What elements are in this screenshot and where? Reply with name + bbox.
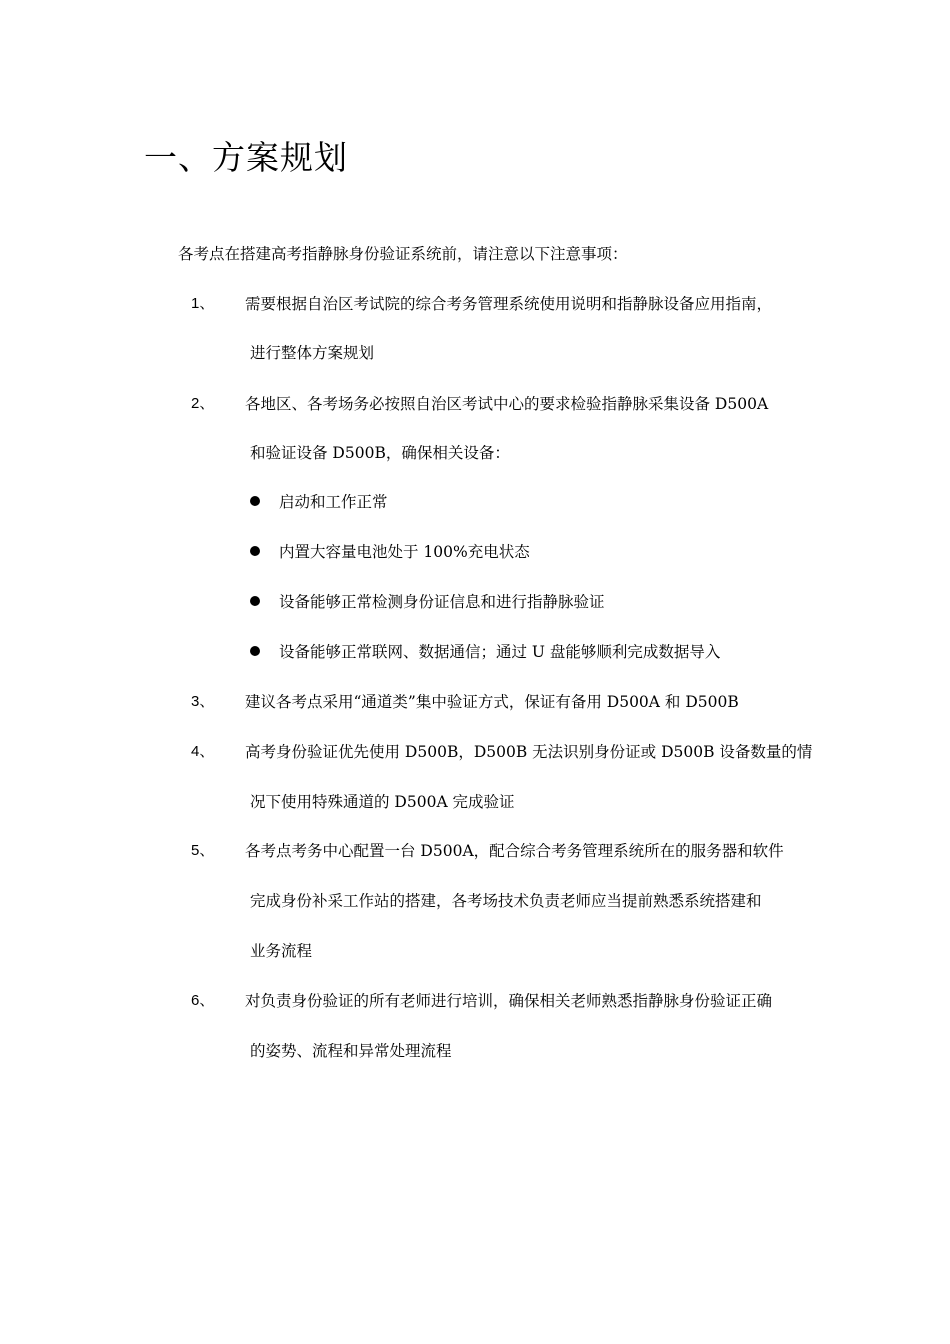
intro-paragraph: 各考点在搭建高考指静脉身份验证系统前，请注意以下注意事项： <box>178 245 628 263</box>
bullet-dot-icon <box>250 546 260 556</box>
bullet-item-2: 内置大容量电池处于 100%充电状态 <box>279 543 530 561</box>
item-3-line-1: 建议各考点采用“通道类”集中验证方式，保证有备用 D500A 和 D500B <box>245 693 739 711</box>
item-6-line-1: 对负责身份验证的所有老师进行培训，确保相关老师熟悉指静脉身份验证正确 <box>245 992 773 1010</box>
bullet-dot-icon <box>250 496 260 506</box>
item-number-2: 2、 <box>191 395 215 412</box>
section-title: 一、方案规划 <box>144 138 348 177</box>
item-1-line-2: 进行整体方案规划 <box>250 344 375 362</box>
item-6-line-2: 的姿势、流程和异常处理流程 <box>250 1042 452 1060</box>
bullet-dot-icon <box>250 596 260 606</box>
bullet-item-3: 设备能够正常检测身份证信息和进行指静脉验证 <box>279 593 605 611</box>
item-number-6: 6、 <box>191 992 215 1009</box>
item-number-1: 1、 <box>191 295 215 312</box>
item-2-line-2: 和验证设备 D500B，确保相关设备： <box>250 444 510 462</box>
item-5-line-2: 完成身份补采工作站的搭建，各考场技术负责老师应当提前熟悉系统搭建和 <box>250 892 762 910</box>
item-2-line-1: 各地区、各考场务必按照自治区考试中心的要求检验指静脉采集设备 D500A <box>245 395 769 413</box>
item-5-line-1: 各考点考务中心配置一台 D500A，配合综合考务管理系统所在的服务器和软件 <box>245 842 784 860</box>
bullet-item-1: 启动和工作正常 <box>279 493 388 511</box>
item-number-4: 4、 <box>191 743 215 760</box>
item-5-line-3: 业务流程 <box>250 942 313 960</box>
item-number-5: 5、 <box>191 842 215 859</box>
item-number-3: 3、 <box>191 693 215 710</box>
item-4-line-1: 高考身份验证优先使用 D500B，D500B 无法识别身份证或 D500B 设备数量的情 <box>245 743 813 761</box>
bullet-item-4: 设备能够正常联网、数据通信；通过 U 盘能够顺利完成数据导入 <box>279 643 721 661</box>
bullet-dot-icon <box>250 646 260 656</box>
item-1-line-1: 需要根据自治区考试院的综合考务管理系统使用说明和指静脉设备应用指南， <box>245 295 773 313</box>
item-4-line-2: 况下使用特殊通道的 D500A 完成验证 <box>250 793 515 811</box>
